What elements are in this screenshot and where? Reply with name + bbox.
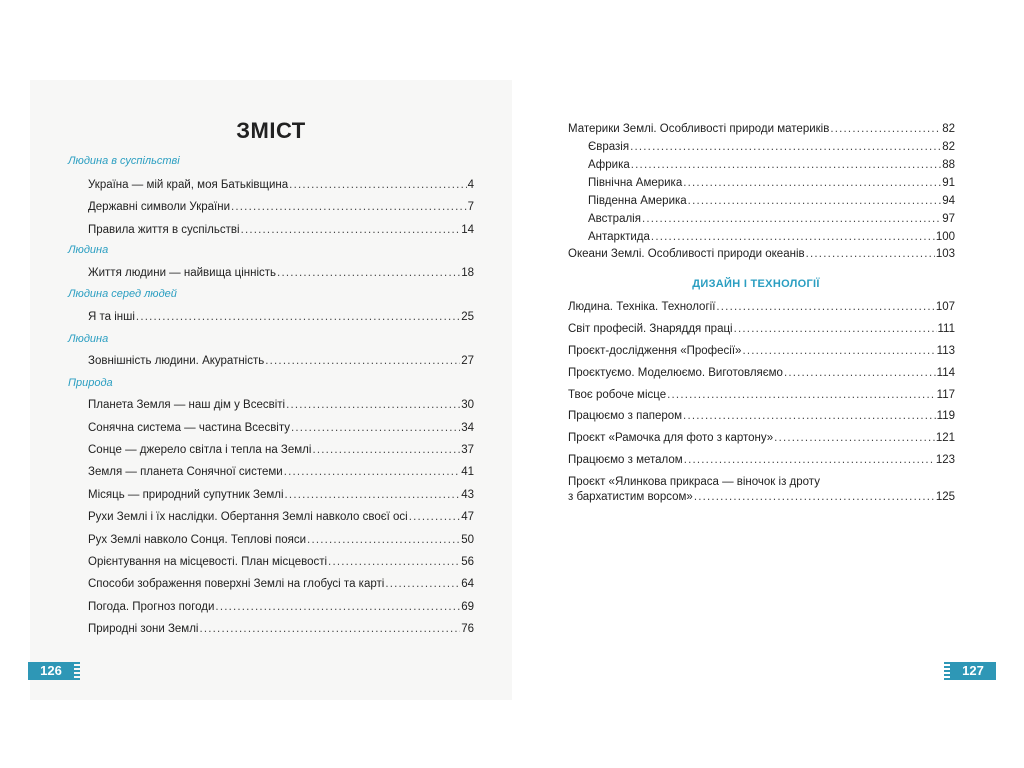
toc-entry (588, 140, 955, 154)
toc-entry-page: 76 (461, 623, 474, 635)
toc-entry-title: Рух Землі навколо Сонця. Теплові пояси (88, 534, 307, 546)
toc-entry-page: 111 (937, 323, 955, 335)
toc-entry-page: 103 (935, 248, 955, 260)
toc-leader-dots (683, 409, 936, 423)
toc-leader-dots (277, 266, 460, 280)
toc-entry (568, 300, 955, 314)
toc-entry-page: 14 (461, 224, 474, 236)
toc-entry-page: 47 (461, 511, 474, 523)
toc-entry (88, 266, 474, 280)
toc-entry-page: 30 (461, 399, 474, 411)
toc-entry-title: Рухи Землі і їх наслідки. Обертання Землі навколо своєї осі (88, 511, 408, 523)
toc-entry-page: 56 (461, 556, 474, 568)
toc-entry (568, 431, 955, 445)
toc-title: ЗМІСТ (236, 118, 306, 143)
toc-entry-title: Зовнішність людини. Акуратність (88, 355, 265, 367)
toc-leader-dots (688, 194, 942, 208)
toc-entry (88, 600, 474, 614)
toc-leader-dots (328, 555, 460, 569)
toc-entry-page: 97 (942, 213, 955, 225)
toc-entry-page: 94 (942, 195, 955, 207)
toc-entry-title: Сонце — джерело світла і тепла на Землі (88, 444, 312, 456)
toc-entry-page: 119 (936, 410, 955, 422)
toc-entry (88, 443, 474, 457)
toc-entry (588, 176, 955, 190)
toc-entry-title: Орієнтування на місцевості. План місцевості (88, 556, 328, 568)
toc-entry (568, 453, 955, 467)
toc-entry (88, 465, 474, 479)
toc-leader-dots (241, 223, 461, 237)
toc-entry-title: Євразія (588, 141, 630, 153)
toc-entry-page: 113 (936, 345, 955, 357)
toc-entry (568, 366, 955, 380)
toc-entry-title: Твоє робоче місце (568, 389, 667, 401)
toc-entry-title: Правила життя в суспільстві (88, 224, 240, 236)
toc-entry-title: Я та інші (88, 311, 135, 323)
toc-entry (88, 354, 474, 368)
toc-entry-page: 88 (942, 159, 955, 171)
toc-leader-dots (285, 488, 461, 502)
toc-leader-dots (734, 322, 937, 336)
toc-entry (88, 310, 474, 324)
toc-leader-dots (312, 443, 460, 457)
toc-entry (568, 247, 955, 261)
toc-entry (88, 622, 474, 636)
toc-entry-page: 27 (461, 355, 474, 367)
section-heading: Природа (68, 377, 113, 389)
section-heading: Людина (68, 244, 109, 256)
section-heading: Людина (68, 333, 109, 345)
toc-entry-title: Північна Америка (588, 177, 683, 189)
toc-leader-dots (651, 230, 935, 244)
toc-entry-title: Місяць — природний супутник Землі (88, 489, 284, 501)
toc-entry-title: Працюємо з металом (568, 454, 683, 466)
toc-entry-title: Планета Земля — наш дім у Всесвіті (88, 399, 286, 411)
toc-entry-page: 100 (935, 231, 955, 243)
toc-entry-page: 82 (942, 123, 955, 135)
toc-entry-title-line1: Проєкт «Ялинкова прикраса — віночок із дроту (568, 476, 820, 488)
toc-leader-dots (806, 247, 935, 261)
toc-entry (588, 158, 955, 172)
toc-leader-dots (774, 431, 935, 445)
toc-entry-page: 121 (935, 432, 955, 444)
toc-entry (568, 490, 955, 504)
toc-entry-page: 25 (461, 311, 474, 323)
toc-leader-dots (385, 577, 460, 591)
toc-leader-dots (136, 310, 460, 324)
toc-entry-title: Україна — мій край, моя Батьківщина (88, 179, 289, 191)
toc-entry-page: 117 (936, 389, 955, 401)
toc-entry-title: Природні зони Землі (88, 623, 199, 635)
toc-leader-dots (215, 600, 460, 614)
toc-entry-page: 125 (935, 491, 955, 503)
toc-entry-page: 123 (935, 454, 955, 466)
left-page (30, 80, 512, 700)
toc-entry (588, 194, 955, 208)
toc-entry-multiline (568, 475, 955, 490)
toc-leader-dots (667, 388, 936, 402)
toc-entry (88, 488, 474, 502)
toc-entry-page: 64 (461, 578, 474, 590)
page-number-left: 126 (28, 662, 74, 680)
toc-entry-title: Способи зображення поверхні Землі на глобусі та карті (88, 578, 385, 590)
toc-entry (568, 409, 955, 423)
toc-entry (568, 388, 955, 402)
toc-entry-title: Південна Америка (588, 195, 687, 207)
toc-entry-page: 91 (942, 177, 955, 189)
toc-entry-title: Проєкт-дослідження «Професії» (568, 345, 742, 357)
toc-leader-dots (284, 465, 461, 479)
toc-entry-title: Світ професій. Знаряддя праці (568, 323, 733, 335)
toc-entry-title: Антарктида (588, 231, 650, 243)
toc-entry-page: 69 (461, 601, 474, 613)
toc-leader-dots (289, 178, 466, 192)
toc-entry (588, 212, 955, 226)
toc-entry-title: Проєкт «Рамочка для фото з картону» (568, 432, 774, 444)
toc-entry (88, 421, 474, 435)
toc-leader-dots (631, 158, 941, 172)
toc-entry-page: 107 (935, 301, 955, 313)
toc-entry (88, 223, 474, 237)
toc-entry-page: 43 (461, 489, 474, 501)
toc-leader-dots (231, 200, 467, 214)
toc-entry-title: Океани Землі. Особливості природи океанів (568, 248, 805, 260)
toc-entry (88, 577, 474, 591)
toc-entry-page: 4 (467, 179, 474, 191)
toc-entry-title: Земля — планета Сонячної системи (88, 466, 283, 478)
toc-leader-dots (291, 421, 460, 435)
toc-entry-page: 50 (461, 534, 474, 546)
toc-leader-dots (716, 300, 934, 314)
page-number-right: 127 (950, 662, 996, 680)
toc-entry (88, 555, 474, 569)
toc-leader-dots (784, 366, 936, 380)
toc-entry (568, 122, 955, 136)
right-page (512, 80, 1000, 700)
toc-leader-dots (684, 453, 935, 467)
toc-entry-title: Людина. Техніка. Технології (568, 301, 716, 313)
toc-entry-page: 41 (461, 466, 474, 478)
toc-entry-page: 114 (936, 367, 955, 379)
toc-entry (88, 178, 474, 192)
toc-leader-dots (630, 140, 941, 154)
toc-leader-dots (307, 533, 460, 547)
toc-entry-title: Погода. Прогноз погоди (88, 601, 215, 613)
toc-entry-page: 34 (461, 422, 474, 434)
toc-entry-title: з бархатистим ворсом» (568, 491, 693, 503)
toc-leader-dots (409, 510, 461, 524)
toc-leader-dots (286, 398, 460, 412)
toc-entry-title: Працюємо з папером (568, 410, 683, 422)
toc-entry-title: Проєктуємо. Моделюємо. Виготовляємо (568, 367, 783, 379)
toc-entry-title: Материки Землі. Особливості природи материків (568, 123, 830, 135)
toc-leader-dots (683, 176, 941, 190)
toc-entry (88, 533, 474, 547)
toc-entry-title: Державні символи України (88, 201, 230, 213)
toc-entry-title: Австралія (588, 213, 641, 225)
section-heading: Людина в суспільстві (68, 155, 180, 167)
toc-leader-dots (742, 344, 935, 358)
toc-entry (88, 510, 474, 524)
toc-leader-dots (199, 622, 460, 636)
section-heading-design: ДИЗАЙН І ТЕХНОЛОГІЇ (692, 278, 820, 290)
toc-leader-dots (694, 490, 935, 504)
toc-entry (88, 200, 474, 214)
toc-entry-title: Життя людини — найвища цінність (88, 267, 277, 279)
toc-entry-title: Сонячна система — частина Всесвіту (88, 422, 291, 434)
toc-entry-page: 7 (467, 201, 474, 213)
toc-leader-dots (830, 122, 941, 136)
toc-leader-dots (265, 354, 460, 368)
toc-entry-page: 18 (461, 267, 474, 279)
toc-entry (588, 230, 955, 244)
toc-entry-title: Африка (588, 159, 630, 171)
toc-entry-page: 82 (942, 141, 955, 153)
toc-entry (88, 398, 474, 412)
toc-entry (568, 344, 955, 358)
section-heading: Людина серед людей (68, 288, 177, 300)
toc-entry (568, 322, 955, 336)
toc-entry-page: 37 (461, 444, 474, 456)
toc-leader-dots (642, 212, 941, 226)
